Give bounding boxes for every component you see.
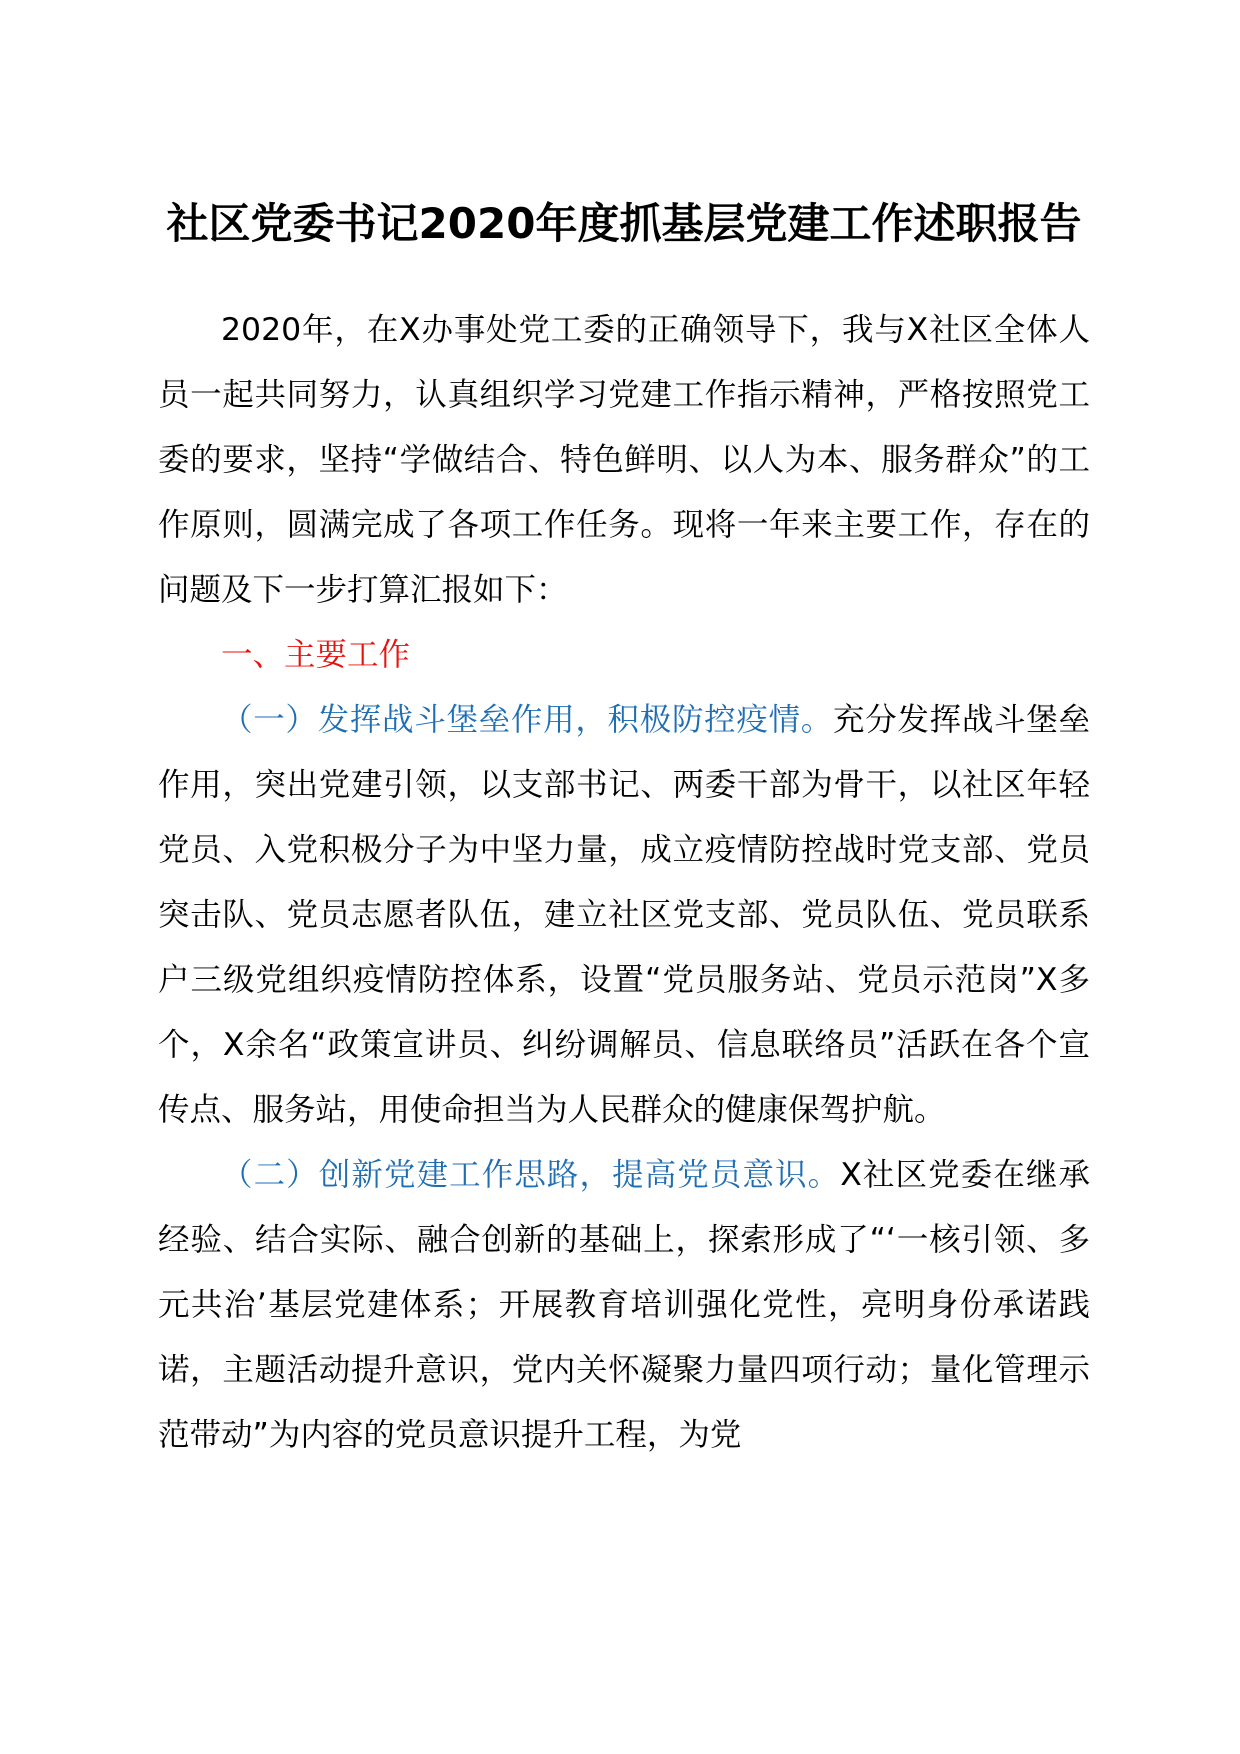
paragraph-innovation-text: X社区党委在继承经验、结合实际、融合创新的基础上，探索形成了“‘一核引领、多元共治’基层党建体系；开展教育培训强化党性，亮明身份承诺践诺，主题活动提升意识，党内关怀凝聚力量四项行动；量化管理示范带动”为内容的党员意识提升工程，为党 bbox=[158, 1157, 1090, 1453]
paragraph-epidemic-control-text: 充分发挥战斗堡垒作用，突出党建引领，以支部书记、两委干部为骨干，以社区年轻党员、入党积极分子为中坚力量，成立疫情防控战时党支部、党员突击队、党员志愿者队伍，建立社区党支部、党员队伍、党员联系户三级党组织疫情防控体系，设置“党员服务站、党员示范岗”X多个，X余名“政策宣讲员、纠纷调解员、信息联络员”活跃在各个宣传点、服务站，用使命担当为人民群众的健康保驾护航。 bbox=[158, 702, 1090, 1128]
section-heading-main-work: 一、主要工作 bbox=[221, 637, 411, 673]
paragraph-innovation bbox=[158, 1143, 1090, 1468]
paragraph-epidemic-control bbox=[158, 688, 1090, 1143]
intro-paragraph: 2020年，在X办事处党工委的正确领导下，我与X社区全体人员一起共同努力，认真组织学习党建工作指示精神，严格按照党工委的要求，坚持“学做结合、特色鲜明、以人为本、服务群众”的工作原则，圆满完成了各项工作任务。现将一年来主要工作，存在的问题及下一步打算汇报如下： bbox=[158, 312, 1090, 608]
subheading-innovation: （二）创新党建工作思路，提高党员意识。 bbox=[221, 1157, 841, 1193]
document-title: 社区党委书记2020年度抓基层党建工作述职报告 bbox=[166, 199, 1082, 248]
subheading-epidemic-control: （一）发挥战斗堡垒作用，积极防控疫情。 bbox=[221, 702, 833, 738]
document-body bbox=[158, 298, 1090, 1468]
